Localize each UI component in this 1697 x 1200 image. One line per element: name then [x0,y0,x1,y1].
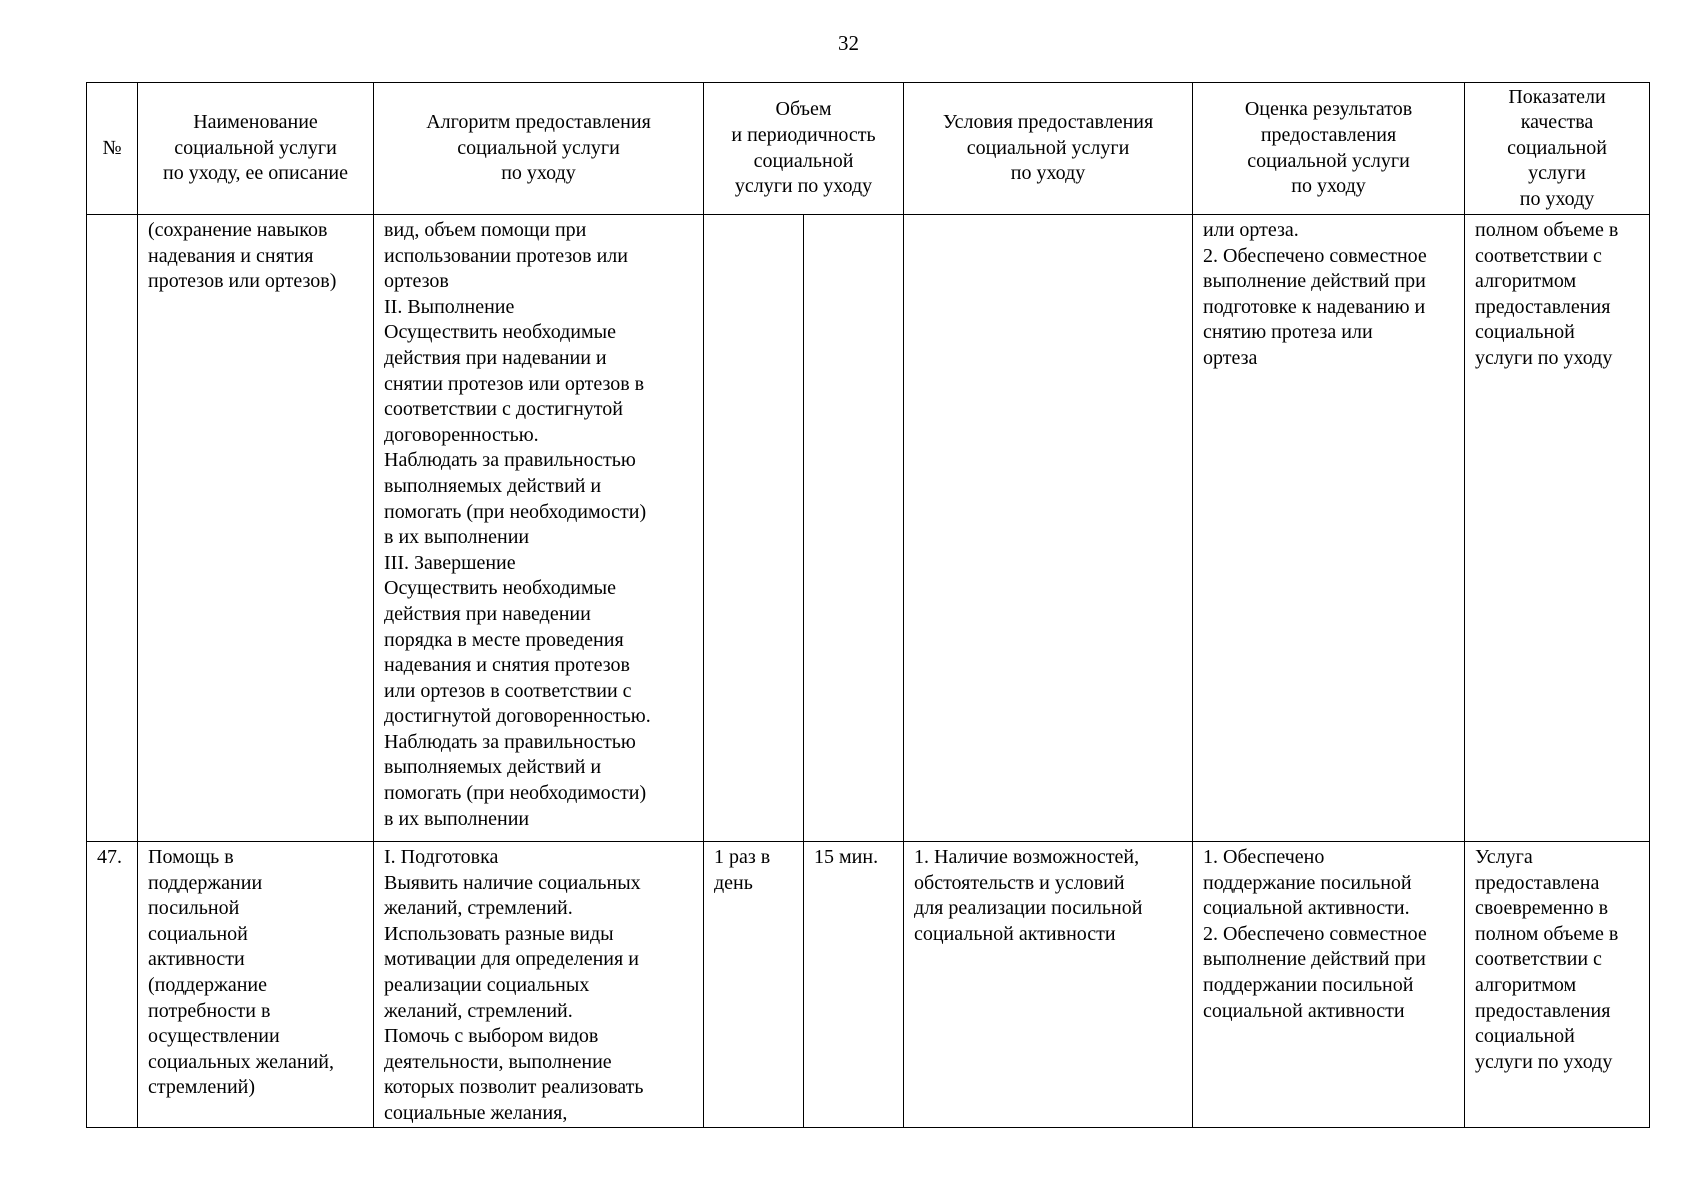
header-quality: Показатели качества социальной услуги по уходу [1465,83,1650,215]
cell-duration [804,215,904,842]
cell-num [87,215,138,842]
cell-conditions: 1. Наличие возможностей, обстоятельств и условий для реализации посильной социальной активности [904,842,1193,1128]
table-header-row [87,83,1650,215]
cell-algorithm: I. Подготовка Выявить наличие социальных желаний, стремлений. Использовать разные виды мотивации для определения и реализации социальных желаний, стремлений. Помочь с выбором видов деятельности, выполнение которых позволит реализовать социальные желания, [374,842,704,1128]
header-volume: Объем и периодичность социальной услуги по уходу [704,83,904,215]
cell-algorithm: вид, объем помощи при использовании протезов или ортезов II. Выполнение Осуществить необходимые действия при надевании и снятии протезов или ортезов в соответствии с достигнутой договоренностью. Наблюдать за правильностью выполняемых действий и помогать (при необходимости) в их выполнении III. Завершение Осуществить необходимые действия при наведении порядка в месте проведения надевания и снятия протезов или ортезов в соответствии с достигнутой договоренностью. Наблюдать за правильностью выполняемых действий и помогать (при необходимости) в их выполнении [374,215,704,842]
cell-name: Помощь в поддержании посильной социальной активности (поддержание потребности в осуществлении социальных желаний, стремлений) [138,842,374,1128]
header-conditions: Условия предоставления социальной услуги по уходу [904,83,1193,215]
table-row [87,215,1650,842]
table-row [87,842,1650,1128]
header-algorithm: Алгоритм предоставления социальной услуги по уходу [374,83,704,215]
cell-duration: 15 мин. [804,842,904,1128]
cell-evaluation: 1. Обеспечено поддержание посильной социальной активности. 2. Обеспечено совместное выполнение действий при поддержании посильной социальной активности [1193,842,1465,1128]
cell-num: 47. [87,842,138,1128]
cell-evaluation: или ортеза. 2. Обеспечено совместное выполнение действий при подготовке к надеванию и снятию протеза или ортеза [1193,215,1465,842]
cell-periodicity [704,215,804,842]
header-evaluation: Оценка результатов предоставления социальной услуги по уходу [1193,83,1465,215]
cell-conditions [904,215,1193,842]
page-number: 32 [838,31,859,55]
cell-quality: полном объеме в соответствии с алгоритмом предоставления социальной услуги по уходу [1465,215,1650,842]
cell-periodicity: 1 раз в день [704,842,804,1128]
cell-name: (сохранение навыков надевания и снятия протезов или ортезов) [138,215,374,842]
header-name: Наименование социальной услуги по уходу, ее описание [138,83,374,215]
services-table [86,82,1650,1128]
header-num: № [87,83,138,215]
cell-quality: Услуга предоставлена своевременно в полном объеме в соответствии с алгоритмом предоставления социальной услуги по уходу [1465,842,1650,1128]
